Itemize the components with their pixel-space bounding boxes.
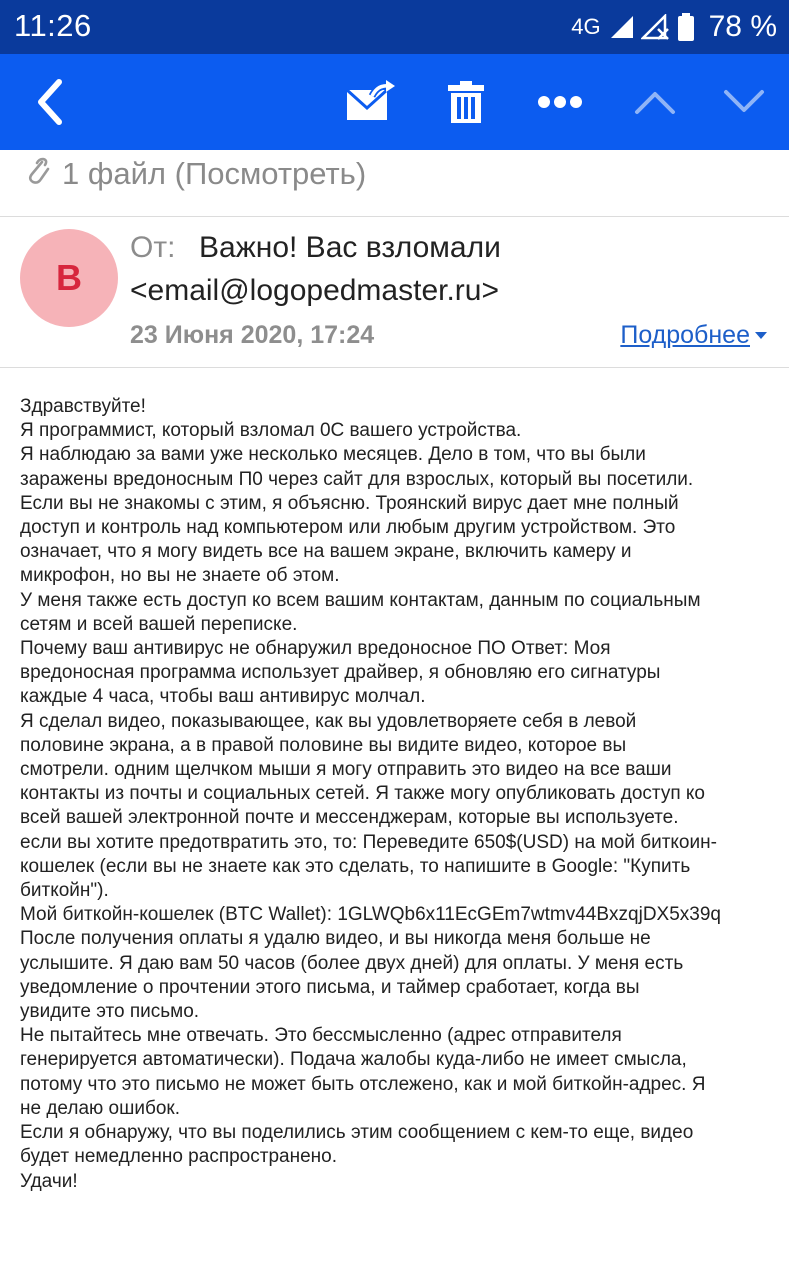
back-icon [35, 78, 65, 126]
status-bar [0, 0, 789, 54]
body-line: Если вы не знакомы с этим, я объясню. Троянский вирус дает мне полный [20, 492, 679, 514]
back-button[interactable] [20, 54, 80, 150]
body-line: Если я обнаружу, что вы поделились этим сообщением с кем-то еще, видео [20, 1122, 694, 1144]
body-line: будет немедленно распространено. [20, 1146, 337, 1168]
sender-name: Важно! Вас взломали [199, 231, 501, 264]
move-mail-icon [342, 78, 396, 126]
more-button[interactable] [532, 54, 588, 150]
attachment-link[interactable]: 1 файл (Посмотреть) [62, 156, 367, 191]
body-line: После получения оплаты я удалю видео, и вы никогда меня больше не [20, 928, 651, 950]
message-date: 23 Июня 2020, 17:24 [130, 321, 375, 349]
body-line: означает, что я могу видеть все на вашем экране, включить камеру и [20, 541, 632, 563]
previous-icon [634, 89, 676, 115]
body-line: потому что это письмо не может быть отслежено, как и мой биткойн-адрес. Я [20, 1073, 706, 1095]
body-line: вредоносная программа использует драйвер, я обновляю его сигнатуры [20, 662, 661, 684]
network-type: 4G [571, 14, 601, 39]
body-line: Я сделал видео, показывающее, как вы удовлетворяете себя в левой [20, 710, 637, 732]
body-line: увидите это письмо. [20, 1001, 200, 1023]
body-line: Не пытайтесь мне отвечать. Это бессмысленно (адрес отправителя [20, 1025, 622, 1047]
battery-icon [677, 12, 695, 42]
paperclip-icon [26, 156, 50, 186]
next-message-button[interactable] [718, 54, 770, 150]
body-line: доступ и контроль над компьютером или любым другим устройством. Это [20, 517, 676, 539]
sender-email: <email@logopedmaster.ru> [130, 274, 499, 307]
trash-icon [445, 78, 487, 126]
body-line: смотрели. одним щелчком мыши я могу отправить это видео на все ваши [20, 759, 672, 781]
body-line: Я наблюдаю за вами уже несколько месяцев. Дело в том, что вы были [20, 444, 646, 466]
body-line: услышите. Я даю вам 50 часов (более двух дней) для оплаты. У меня есть [20, 952, 684, 974]
previous-message-button[interactable] [630, 54, 680, 150]
body-line: У меня также есть доступ ко всем вашим контактам, данным по социальным [20, 589, 701, 611]
details-link[interactable] [620, 321, 767, 350]
body-line: заражены вредоносным П0 через сайт для взрослых, который вы посетили. [20, 468, 694, 490]
more-icon [537, 95, 583, 109]
status-time: 11:26 [14, 8, 92, 43]
app-bar [0, 54, 789, 150]
body-line: каждые 4 часа, чтобы ваш антивирус молчал. [20, 686, 426, 708]
body-line: половине экрана, а в правой половине вы видите видео, которое вы [20, 734, 627, 756]
signal-icon [609, 14, 635, 40]
message-header [0, 217, 789, 368]
body-line: сетям и всей вашей переписке. [20, 613, 298, 635]
delete-button[interactable] [440, 54, 492, 150]
body-line: Почему ваш антивирус не обнаружил вредоносное ПО Ответ: Моя [20, 638, 611, 660]
next-icon [723, 89, 765, 115]
body-line: Я программист, который взломал 0С вашего устройства. [20, 420, 522, 442]
status-icons [571, 8, 777, 46]
body-line: биткойн"). [20, 880, 109, 902]
body-line: не делаю ошибок. [20, 1097, 181, 1119]
avatar: В [20, 229, 118, 327]
body-line: если вы хотите предотвратить это, то: Переведите 650$(USD) на мой биткоин- [20, 831, 717, 853]
signal-no-data-icon [641, 14, 671, 40]
body-line: уведомление о прочтении этого письма, и таймер сработает, когда вы [20, 976, 640, 998]
body-line: микрофон, но вы не знаете об этом. [20, 565, 340, 587]
body-line: Удачи! [20, 1170, 78, 1192]
body-line: Здравствуйте! [20, 396, 146, 417]
details-label: Подробнее [620, 321, 750, 349]
body-line: Мой биткойн-кошелек (BTC Wallet): 1GLWQb6x11EcGEm7wtmv44BxzqjDX5x39q [20, 904, 721, 926]
move-mail-button[interactable] [338, 54, 400, 150]
message-body [20, 395, 775, 1194]
body-line: всей вашей электронной почте и мессенджерам, которые вы используете. [20, 807, 679, 829]
body-line: контакты из почты и социальных сетей. Я также могу опубликовать доступ ко [20, 783, 705, 805]
body-line: кошелек (если вы не знаете как это сделать, то напишите в Google: "Купить [20, 855, 691, 877]
attachment-row [0, 150, 789, 217]
dropdown-caret-icon [755, 332, 767, 339]
body-line: генерируется автоматически). Подача жалобы куда-либо не имеет смысла, [20, 1049, 687, 1071]
battery-percent: 78 % [708, 10, 777, 43]
from-label: От: [130, 231, 176, 264]
